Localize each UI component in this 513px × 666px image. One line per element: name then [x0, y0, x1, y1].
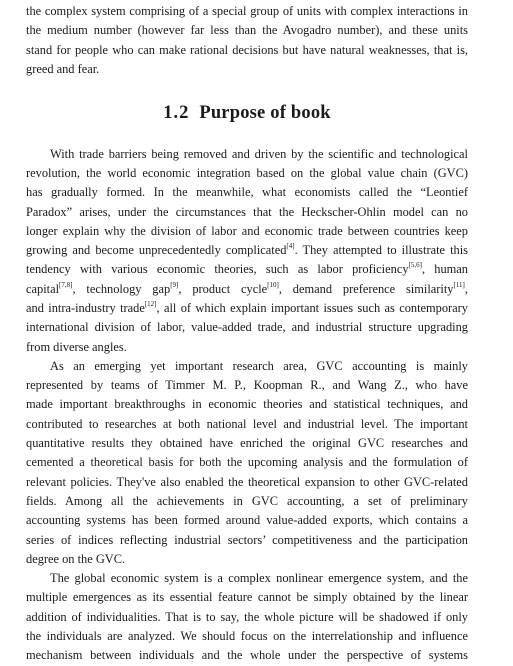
text-line: As an emerging yet important research area, GVC accounting is mainly: [50, 358, 468, 373]
text-line: With trade barriers being removed and driven by the scientific and technological: [50, 146, 468, 161]
text-line: greed and fear.: [26, 62, 100, 77]
text-run: and intra-industry trade: [26, 301, 145, 315]
section-number: 1.2: [163, 102, 190, 123]
text-line: [26, 299, 468, 318]
citation-ref[interactable]: [5,6]: [408, 261, 422, 270]
text-line: revolution, the world economic integration based on the global value chain (GVC): [26, 165, 468, 180]
text-run: ,: [464, 281, 468, 296]
text-run: , human: [421, 262, 468, 277]
text-line: longer explain why the division of labor and economic trade between countries keep: [26, 223, 468, 238]
text-run: tendency with various economic theories, such as labor proficiency: [26, 262, 409, 277]
text-run: . They attempted to illustrate this: [294, 243, 468, 258]
text-line: made important breakthroughs in economic theories and statistical techniques, and: [26, 397, 468, 412]
section-title: Purpose of book: [199, 102, 331, 123]
text-line: series of indices reflecting industrial sectors’ competitiveness and the participation: [26, 532, 468, 547]
paragraph-purpose-2: [26, 357, 468, 569]
text-line: [26, 260, 468, 279]
text-line: Paradox” arises, under the circumstances that the Heckscher-Ohlin model can no: [26, 204, 468, 219]
text-line: [26, 280, 468, 299]
text-line: relevant policies. They've also enabled the theoretical expansion to other GVC-related: [26, 474, 468, 489]
text-line: the medium number (however far less than the Avogadro number), and these units: [26, 23, 468, 38]
text-line: international division of labor, value-added trade, and industrial structure upgrading: [26, 320, 468, 335]
text-line: degree on the GVC.: [26, 551, 126, 566]
text-line: The global economic system is a complex nonlinear emergence system, and the: [50, 571, 468, 586]
text-run: , technology gap: [72, 281, 171, 296]
text-run: capital: [26, 281, 60, 296]
paragraph-purpose-1: [26, 145, 468, 357]
text-line: the individuals are analyzed. We should focus on the interrelationship and influence: [26, 629, 468, 644]
text-line: quantitative results they obtained have enriched the original GVC researches and: [26, 436, 468, 451]
text-line: fields. Among all the achievements in GVC accounting, a set of preliminary: [26, 493, 468, 508]
text-line: stand for people who can make rational decisions but have natural weaknesses, that is,: [26, 42, 468, 57]
section-heading: [26, 101, 468, 125]
text-line: accounting systems has been formed around value-added exports, which contains a: [26, 513, 468, 528]
text-line: represented by teams of Timmer M. P., Koopman R., and Wang Z., who have: [26, 378, 468, 393]
paragraph-purpose-3: [26, 569, 468, 665]
citation-ref[interactable]: [10]: [267, 280, 279, 289]
citation-ref[interactable]: [4]: [286, 242, 295, 251]
text-line: from diverse angles.: [26, 339, 127, 354]
text-run: growing and become unprecedentedly complicated: [26, 243, 287, 258]
text-line: addition of individualities. That is to say, the whole picture will be shadowed if only: [26, 609, 468, 624]
text-line: contributed to researches at both national level and industrial level. The important: [26, 416, 468, 431]
citation-ref[interactable]: [11]: [453, 280, 465, 289]
text-line: the complex system comprising of a special group of units with complex interactions in: [26, 4, 468, 18]
text-run: , all of which explain important issues such as contemporary: [156, 301, 469, 315]
citation-ref[interactable]: [12]: [144, 300, 157, 308]
book-page: [26, 0, 468, 666]
text-run: , demand preference similarity: [278, 281, 454, 296]
intro-paragraph: [26, 0, 468, 80]
text-line: has gradually formed. In the meanwhile, what economists called the “Leontief: [26, 185, 468, 200]
text-line: [26, 241, 468, 260]
text-run: , product cycle: [178, 281, 268, 296]
text-line: mechanism between individuals and the whole under the perspective of systems: [26, 648, 468, 663]
text-line: cemented a theoretical basis for both the upcoming analysis and the formulation of: [26, 455, 468, 470]
text-line: multiple emergences as its essential feature cannot be simply obtained by the linear: [26, 590, 468, 605]
citation-ref[interactable]: [9]: [170, 280, 179, 289]
citation-ref[interactable]: [7,8]: [59, 280, 73, 289]
